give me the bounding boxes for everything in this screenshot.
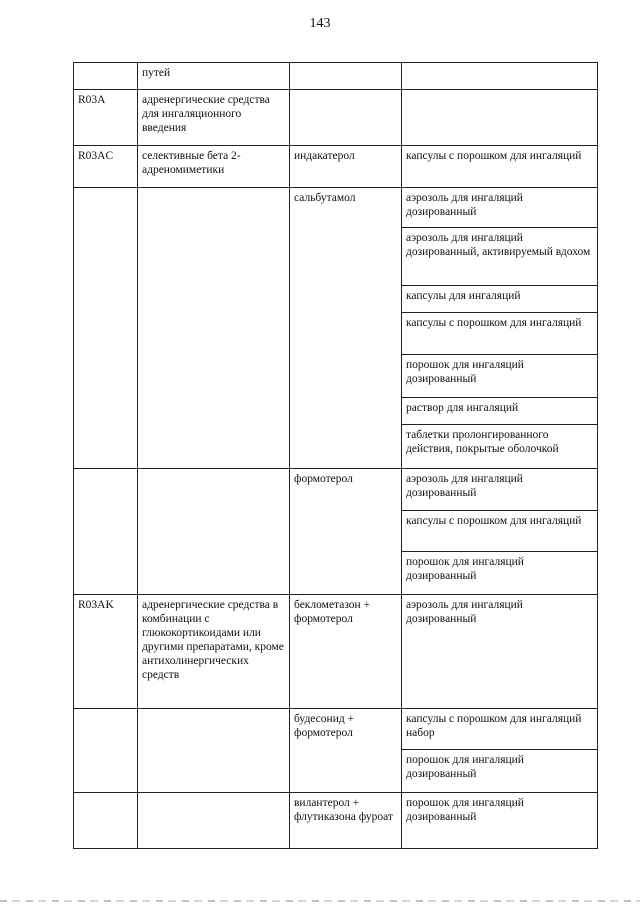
dosage-form-cell: аэрозоль для ингаляций дозированный xyxy=(402,595,598,709)
page-number: 143 xyxy=(309,16,331,31)
table-row xyxy=(74,146,598,188)
substance-cell xyxy=(290,63,402,90)
dosage-form-cell: капсулы с порошком для ингаляций xyxy=(402,146,598,188)
dosage-forms-cell xyxy=(402,709,598,793)
table-row xyxy=(74,63,598,90)
atc-code-cell: R03A xyxy=(74,90,138,146)
atc-code-cell xyxy=(74,469,138,595)
dosage-form-item: порошок для ингаляций дозированный xyxy=(402,355,597,398)
table-row xyxy=(74,709,598,793)
substance-cell: формотерол xyxy=(290,469,402,595)
group-cell: адренергические средства в комбинации с глюкокортикоидами или другими препаратами, кроме антихолинергических средств xyxy=(138,595,290,709)
dosage-form-cell xyxy=(402,90,598,146)
atc-code-cell xyxy=(74,63,138,90)
atc-code-cell xyxy=(74,188,138,469)
group-cell: путей xyxy=(138,63,290,90)
substance-cell: сальбутамол xyxy=(290,188,402,469)
dosage-form-cell: порошок для ингаляций дозированный xyxy=(402,793,598,849)
group-cell xyxy=(138,188,290,469)
table-row xyxy=(74,90,598,146)
table-row xyxy=(74,793,598,849)
dosage-form-item: аэрозоль для ингаляций дозированный, активируемый вдохом xyxy=(402,228,597,286)
atc-code-cell xyxy=(74,709,138,793)
substance-cell: беклометазон + формотерол xyxy=(290,595,402,709)
group-cell: адренергические средства для ингаляционного введения xyxy=(138,90,290,146)
dosage-form-item: аэрозоль для ингаляций дозированный xyxy=(402,188,597,228)
dosage-form-cell xyxy=(402,63,598,90)
dosage-form-item: капсулы с порошком для ингаляций xyxy=(402,313,597,355)
atc-code-cell: R03AK xyxy=(74,595,138,709)
atc-code-cell: R03AC xyxy=(74,146,138,188)
group-cell: селективные бета 2-адреномиметики xyxy=(138,146,290,188)
atc-code-cell xyxy=(74,793,138,849)
dosage-form-item: порошок для ингаляций дозированный xyxy=(406,556,524,582)
dosage-form-item: порошок для ингаляций дозированный xyxy=(406,754,524,780)
scan-artifact-line xyxy=(0,900,640,902)
drug-table xyxy=(73,62,598,849)
dosage-form-item: капсулы для ингаляций xyxy=(402,286,597,313)
group-cell xyxy=(138,469,290,595)
table-row xyxy=(74,595,598,709)
dosage-form-item: раствор для ингаляций xyxy=(402,398,597,425)
substance-cell: индакатерол xyxy=(290,146,402,188)
dosage-form-item: аэрозоль для ингаляций дозированный xyxy=(402,469,597,511)
table-row xyxy=(74,469,598,595)
dosage-forms-cell xyxy=(402,188,598,469)
substance-cell: будесонид + формотерол xyxy=(290,709,402,793)
group-cell xyxy=(138,793,290,849)
dosage-form-item: капсулы с порошком для ингаляций xyxy=(402,511,597,552)
dosage-forms-cell xyxy=(402,469,598,595)
substance-cell xyxy=(290,90,402,146)
dosage-form-item: таблетки пролонгированного действия, покрытые оболочкой xyxy=(406,429,559,455)
substance-cell: вилантерол + флутиказона фуроат xyxy=(290,793,402,849)
table-row xyxy=(74,188,598,469)
dosage-form-item: капсулы с порошком для ингаляций набор xyxy=(402,709,597,750)
group-cell xyxy=(138,709,290,793)
